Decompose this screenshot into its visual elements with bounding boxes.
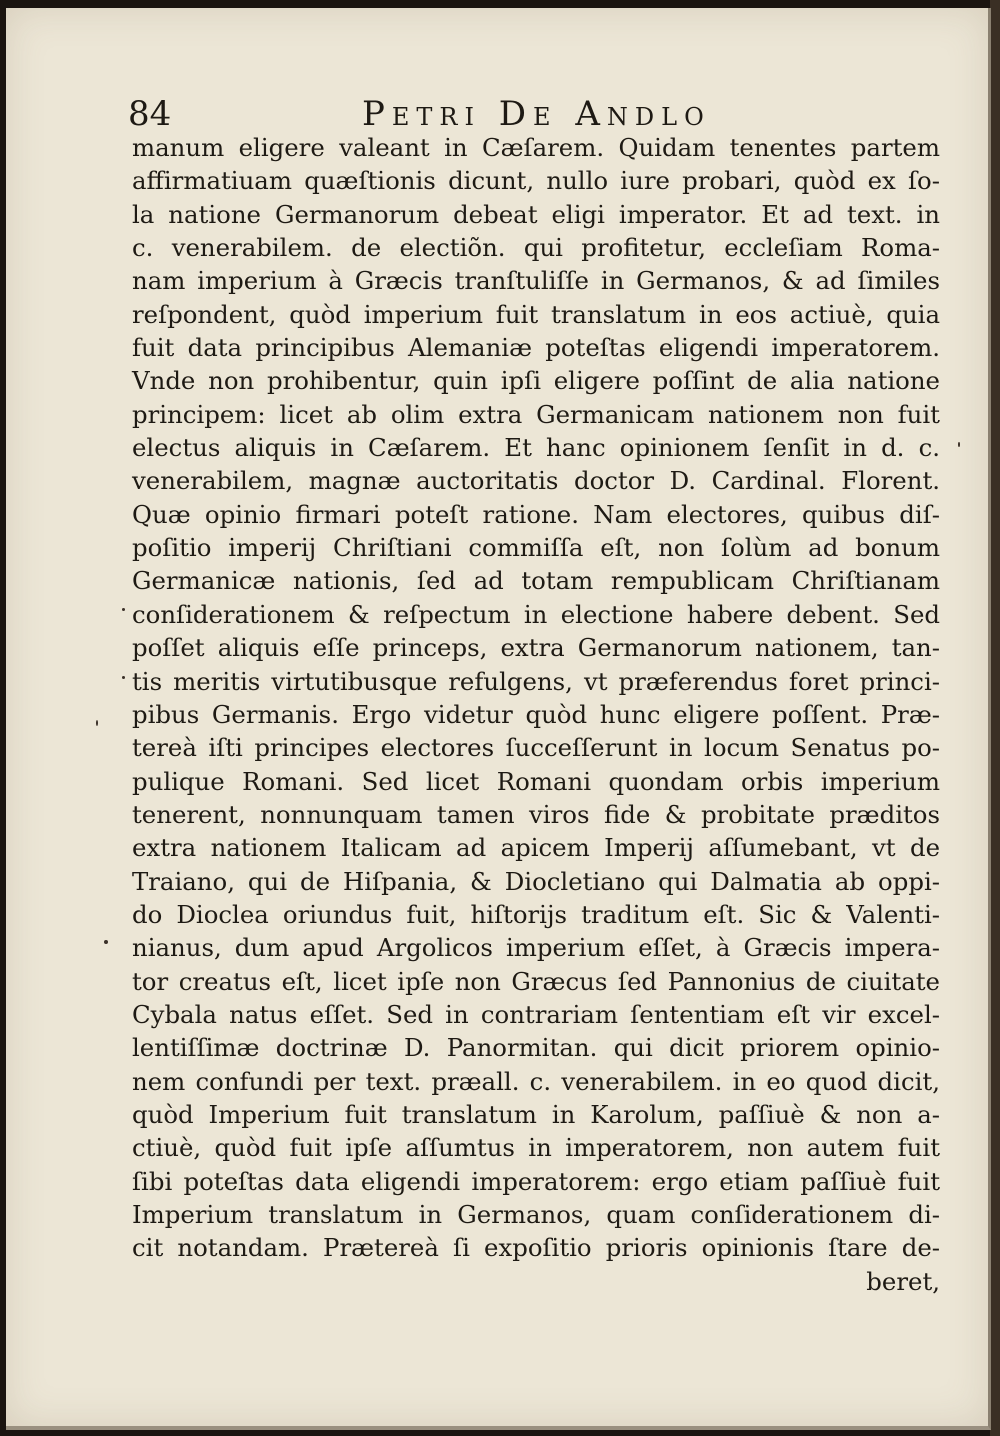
text-line: fuit data principibus Alemaniæ poteſtas eligendi imperatorem.: [132, 333, 940, 363]
ink-speck: [96, 720, 98, 726]
text-line: Imperium translatum in Germanos, quam conſiderationem di-: [132, 1200, 940, 1229]
text-line: venerabilem, magnæ auctoritatis doctor D. Cardinal. Florent.: [132, 466, 940, 496]
text-line: pulique Romani. Sed licet Romani quondam orbis imperium: [132, 766, 940, 796]
ink-speck: [122, 676, 125, 679]
text-line: tis meritis virtutibusque refulgens, vt præferendus foret princi-: [132, 666, 940, 696]
text-line: manum eligere valeant in Cæſarem. Quidam tenentes partem: [132, 133, 940, 162]
text-line: nem confundi per text. præall. c. venerabilem. in eo quod dicit,: [132, 1066, 940, 1096]
text-line: nianus, dum apud Argolicos imperium eſſet, à Græcis impera-: [132, 933, 940, 963]
text-line: ctiuè, quòd fuit ipſe aſſumtus in imperatorem, non autem fuit: [132, 1133, 940, 1163]
ink-speck: [958, 442, 960, 447]
text-line: affirmatiuam quæſtionis dicunt, nullo iure probari, quòd ex ſo-: [132, 166, 940, 196]
text-line: electus aliquis in Cæſarem. Et hanc opinionem ſenſit in d. c.: [132, 433, 940, 463]
binding-edge: [990, 0, 1000, 1436]
text-line: Germanicæ nationis, ſed ad totam rempublicam Chriſtianam: [132, 566, 940, 596]
catchword: beret,: [866, 1266, 940, 1296]
text-line: extra nationem Italicam ad apicem Imperij aſſumebant, vt de: [132, 833, 940, 863]
text-line: poſſet aliquis eſſe princeps, extra Germanorum nationem, tan-: [132, 633, 940, 663]
text-line: principem: licet ab olim extra Germanicam nationem non fuit: [132, 399, 940, 429]
text-line: poſitio imperij Chriſtiani commiſſa eſt, non ſolùm ad bonum: [132, 533, 940, 563]
text-line: ſibi poteſtas data eligendi imperatorem: ergo etiam paſſiuè fuit: [132, 1166, 940, 1196]
text-line: do Dioclea oriundus fuit, hiſtorijs traditum eſt. Sic & Valenti-: [132, 899, 940, 929]
text-line: Traiano, qui de Hiſpania, & Diocletiano qui Dalmatia ab oppi-: [132, 866, 940, 896]
text-line: Vnde non prohibentur, quin ipſi eligere poſſint de alia natione: [132, 366, 940, 396]
body-text: [132, 131, 940, 1298]
page-header: [128, 92, 848, 136]
text-line: nam imperium à Græcis tranſtuliſſe in Germanos, & ad ſimiles: [132, 266, 940, 296]
text-line: reſpondent, quòd imperium fuit translatum in eos actiuè, quia: [132, 299, 940, 329]
ink-speck: [104, 940, 108, 944]
text-line: c. venerabilem. de electiõn. qui profitetur, eccleſiam Roma-: [132, 233, 940, 263]
ink-speck: [122, 608, 125, 611]
text-line: cit notandam. Prætereà ſi expoſitio prioris opinionis ſtare de-: [132, 1233, 940, 1263]
text-line: tereà iſti principes electores ſucceſſerunt in locum Senatus po-: [132, 733, 940, 763]
page-number: 84: [128, 94, 172, 134]
text-line: la natione Germanorum debeat eligi imperator. Et ad text. in: [132, 199, 940, 229]
text-line: tor creatus eſt, licet ipſe non Græcus ſed Pannonius de ciuitate: [132, 966, 940, 996]
running-head: Petri De Andlo: [362, 94, 711, 134]
text-line: lentiſſimæ doctrinæ D. Panormitan. qui dicit priorem opinio-: [132, 1033, 940, 1063]
text-line: tenerent, nonnunquam tamen viros fide & probitate præditos: [132, 799, 940, 829]
text-line: conſiderationem & reſpectum in electione habere debent. Sed: [132, 599, 940, 629]
text-line: quòd Imperium fuit translatum in Karolum, paſſiuè & non a-: [132, 1099, 940, 1129]
text-line: Cybala natus eſſet. Sed in contrariam ſententiam eſt vir excel-: [132, 999, 940, 1029]
text-line: Quæ opinio firmari poteſt ratione. Nam electores, quibus diſ-: [132, 499, 940, 529]
text-line: pibus Germanis. Ergo videtur quòd hunc eligere poſſent. Præ-: [132, 699, 940, 729]
